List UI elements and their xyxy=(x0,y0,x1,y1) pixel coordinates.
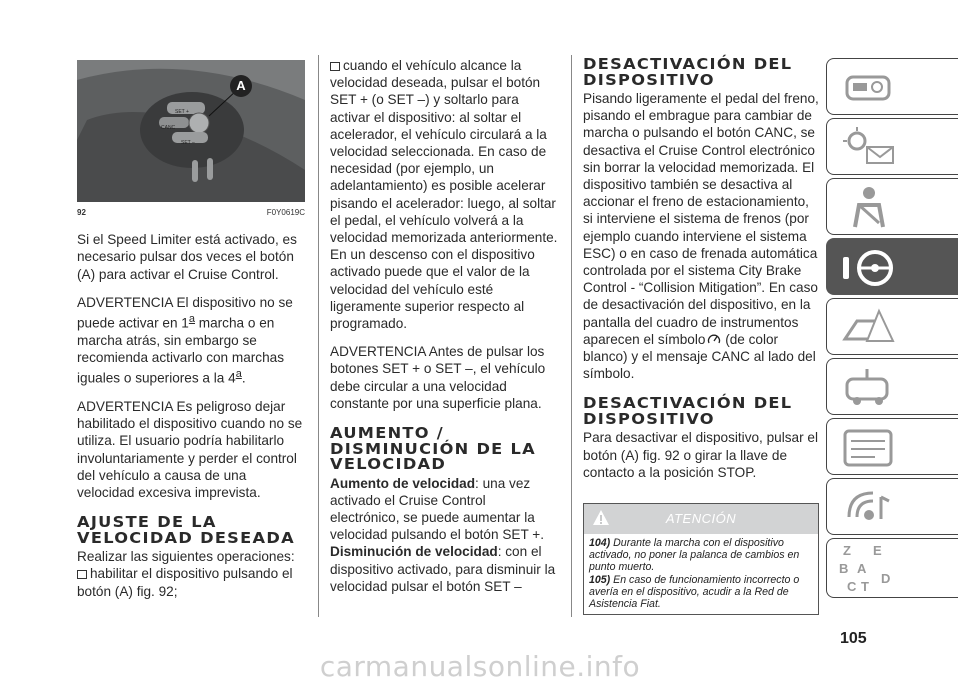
decrease-speed-paragraph: Disminución de velocidad: con el dispositivo activado, para disminuir la velocidad pulsar el botón SET – xyxy=(330,544,556,594)
set-plus-label: SET + xyxy=(175,109,189,115)
attention-box xyxy=(583,503,819,615)
tab-technical-data[interactable] xyxy=(826,418,958,475)
tab-dashboard[interactable] xyxy=(826,58,958,115)
section-heading-desactivacion-1: DESACTIVACIÓN DEL DISPOSITIVO xyxy=(583,55,793,89)
set-minus-label: SET – xyxy=(181,140,195,146)
column-2 xyxy=(330,57,558,595)
figure-number: 92 xyxy=(77,208,86,217)
tab-index[interactable] xyxy=(826,538,958,598)
seatbelt-person-icon xyxy=(839,183,899,231)
steering-wheel-key-icon xyxy=(839,243,899,291)
tab-emergency[interactable] xyxy=(826,298,958,355)
tab-multimedia[interactable] xyxy=(826,478,958,535)
note-104: 104) Durante la marcha con el dispositivo activado, no poner la palanca de cambios en punto muerto. xyxy=(589,537,800,574)
tab-starting-driving[interactable] xyxy=(826,238,958,295)
note-105: 105) En caso de funcionamiento incorrecto o avería en el dispositivo, acudir a la Red de Asistencia Fiat. xyxy=(589,573,800,611)
column-1 xyxy=(77,60,305,600)
cruise-control-symbol-icon xyxy=(707,333,721,344)
bullet-item-1: habilitar el dispositivo pulsando el botón (A) fig. 92; xyxy=(77,566,293,599)
warning-set-paragraph: ADVERTENCIA Antes de pulsar los botones SET + o SET –, el vehículo debe circular a una velocidad constante por una superficie plana. xyxy=(330,344,546,411)
deactivation-paragraph-2: Para desactivar el dispositivo, pulsar el botón (A) fig. 92 o girar la llave de contacto a la posición STOP. xyxy=(583,430,818,480)
section-heading-desactivacion-2: DESACTIVACIÓN DEL DISPOSITIVO xyxy=(583,394,793,428)
callout-a: A xyxy=(236,78,246,93)
bullet-item-2: cuando el vehículo alcance la velocidad deseada, pulsar el botón SET + (o SET –) y soltarlo para activar el dispositivo: al soltar el acelerador, el vehículo circulará a la velocidad seleccionada. En caso de necesidad (por ejemplo, un adelantamiento) es posible acelerar pisando el acelerador: luego, al soltar el pedal, el vehículo volverá a la velocidad memorizada anteriormente. En un descenso con el dispositivo activado puede que el valor de la velocidad del vehículo esté ligeramente superior respecto al programado. xyxy=(330,58,558,332)
canc-label: CANC xyxy=(161,125,176,131)
figure-92-steering-buttons xyxy=(77,60,305,202)
warning-gear-paragraph: ADVERTENCIA El dispositivo no se puede activar en 1$^a$ marcha o en marcha atrás, sin embargo se recomienda activarlo con marchas iguales o superiores a la 4$^a$. xyxy=(77,294,293,386)
warning-triangle-icon xyxy=(592,509,610,527)
chapter-tabs xyxy=(826,58,958,601)
steering-wheel-illustration xyxy=(77,60,305,202)
car-dashboard-icon xyxy=(839,63,899,111)
accident-warning-icon xyxy=(839,303,899,351)
attention-header xyxy=(584,504,818,534)
tab-lights-warnings[interactable] xyxy=(826,118,958,175)
multimedia-icon xyxy=(839,483,899,531)
intro-paragraph: Si el Speed Limiter está activado, es necesario pulsar dos veces el botón (A) para activar el Cruise Control. xyxy=(77,232,297,282)
section-heading-ajuste: AJUSTE DE LA VELOCIDAD DESEADA xyxy=(77,513,295,547)
car-maintenance-icon xyxy=(839,363,899,411)
technical-data-icon xyxy=(839,423,899,471)
checkbox-bullet-icon xyxy=(330,62,340,71)
operations-intro: Realizar las siguientes operaciones: xyxy=(77,549,295,565)
warning-danger-paragraph: ADVERTENCIA Es peligroso dejar habilitado el dispositivo cuando no se utiliza. El usuario podría habilitarlo involuntariamente y perder el control del vehículo a causa de una velocidad excesiva imprevista. xyxy=(77,398,303,500)
figure-caption xyxy=(77,204,305,221)
index-letters-icon: Z E B A C T D xyxy=(839,543,891,594)
section-heading-aumento: AUMENTO / DISMINUCIÓN DE LA VELOCIDAD xyxy=(330,424,536,474)
watermark: carmanualsonline.info xyxy=(319,650,641,683)
column-3 xyxy=(583,57,819,615)
checkbox-bullet-icon xyxy=(77,570,87,579)
deactivation-paragraph-1: Pisando ligeramente el pedal del freno, pisando el embrague para cambiar de marcha o pulsando el botón CANC, se desactiva el Cruise Control electrónico sin borrar la velocidad memorizada. El dispositivo también se desactiva al accionar el freno de estacionamiento, si interviene el sistema de frenos (por ejemplo cuando interviene el sistema ESC) o en caso de frenada automática controlada por el sistema City Brake Control - “Collision Mitigation”. En caso de desactivación del dispositivo, en la pantalla del cuadro de instrumentos aparecen el símbolo (de color blanco) y el mensaje CANC al lado del símbolo. xyxy=(583,91,819,382)
page-number: 105 xyxy=(840,630,867,647)
lights-warning-icon xyxy=(839,123,899,171)
attention-title: ATENCIÓN xyxy=(665,511,737,527)
column-divider-1 xyxy=(318,55,319,617)
attention-body xyxy=(584,534,818,614)
tab-safety[interactable] xyxy=(826,178,958,235)
increase-speed-paragraph: Aumento de velocidad: una vez activado el Cruise Control electrónico, se puede aumentar la velocidad pulsando el botón SET +. xyxy=(330,475,545,543)
column-divider-2 xyxy=(571,55,572,617)
tab-maintenance[interactable] xyxy=(826,358,958,415)
figure-code: F0Y0619C xyxy=(266,208,305,217)
